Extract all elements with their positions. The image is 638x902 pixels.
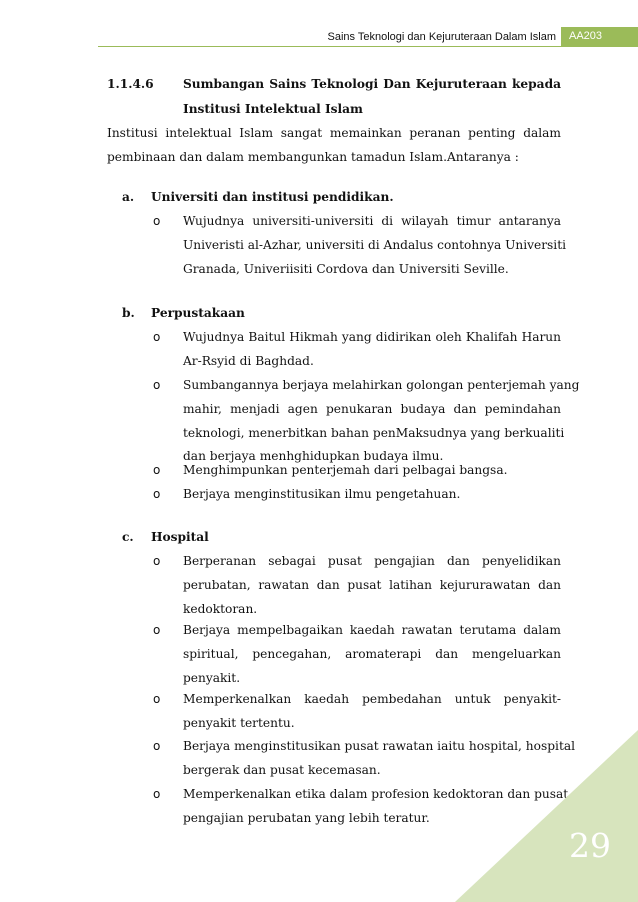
section-title-line2: Institusi Intelektual Islam (183, 102, 363, 116)
bullet-text-line: Ar-Rsyid di Baghdad. (183, 353, 314, 368)
header-title: Sains Teknologi dan Kejuruteraan Dalam Islam (327, 31, 556, 43)
bullet-icon: o (153, 623, 161, 637)
bullet-text-line: Wujudnya Baitul Hikmah yang didirikan oleh Khalifah Harun (183, 330, 561, 344)
bullet-text-line: Menghimpunkan penterjemah dari pelbagai bangsa. (183, 463, 508, 477)
bullet-text-line: Sumbangannya berjaya melahirkan golongan penterjemah yang (183, 378, 580, 392)
header-rule (98, 46, 638, 47)
bullet-text-line: Berjaya mempelbagaikan kaedah rawatan terutama dalam (183, 623, 561, 637)
bullet-text-line: Memperkenalkan kaedah pembedahan untuk penyakit- (183, 692, 561, 706)
bullet-icon: o (153, 554, 161, 568)
bullet-icon: o (153, 330, 161, 344)
page-number: 29 (569, 826, 611, 865)
bullet-text-line: mahir, menjadi agen penukaran budaya dan pemindahan (183, 401, 561, 416)
bullet-text-line: Berjaya menginstitusikan ilmu pengetahuan. (183, 487, 461, 501)
bullet-text-line: Berperanan sebagai pusat pengajian dan penyelidikan (183, 554, 561, 568)
bullet-text-line: pengajian perubatan yang lebih teratur. (183, 810, 430, 825)
item-heading: Universiti dan institusi pendidikan. (151, 190, 394, 204)
bullet-text-line: Granada, Univeriisiti Cordova dan Universiti Seville. (183, 261, 509, 276)
bullet-text-line: dan berjaya menhghidupkan budaya ilmu. (183, 449, 444, 464)
header-badge: AA203 (561, 27, 638, 46)
item-letter: a. (122, 190, 135, 204)
bullet-icon: o (153, 692, 161, 706)
bullet-icon: o (153, 214, 161, 228)
bullet-text-line: kedoktoran. (183, 601, 258, 616)
bullet-text-line: Univeristi al-Azhar, universiti di Andalus contohnya Universiti (183, 237, 566, 252)
item-heading: Perpustakaan (151, 306, 245, 320)
bullet-text-line: Berjaya menginstitusikan pusat rawatan iaitu hospital, hospital (183, 739, 576, 753)
bullet-text-line: Memperkenalkan etika dalam profesion kedoktoran dan pusat (183, 787, 569, 801)
bullet-text-line: penyakit tertentu. (183, 715, 295, 730)
bullet-text-line: perubatan, rawatan dan pusat latihan kejururawatan dan (183, 577, 561, 592)
bullet-icon: o (153, 378, 161, 392)
bullet-text-line: penyakit. (183, 670, 241, 685)
corner-decoration (455, 730, 638, 902)
bullet-text-line: teknologi, menerbitkan bahan penMaksudnya yang berkualiti (183, 425, 565, 440)
bullet-icon: o (153, 487, 161, 501)
bullet-text-line: bergerak dan pusat kecemasan. (183, 762, 381, 777)
bullet-icon: o (153, 787, 161, 801)
section-number: 1.1.4.6 (107, 77, 154, 91)
bullet-text-line: Wujudnya universiti-universiti di wilayah timur antaranya (183, 214, 561, 228)
item-letter: b. (122, 306, 135, 320)
section-title-line1: Sumbangan Sains Teknologi Dan Kejuruteraan kepada (183, 77, 561, 91)
intro-line1: Institusi intelektual Islam sangat memainkan peranan penting dalam (107, 126, 561, 140)
item-letter: c. (122, 530, 134, 544)
bullet-icon: o (153, 739, 161, 753)
intro-line2: pembinaan dan dalam membangunkan tamadun Islam.Antaranya : (107, 150, 519, 164)
bullet-icon: o (153, 463, 161, 477)
bullet-text-line: spiritual, pencegahan, aromaterapi dan mengeluarkan (183, 646, 561, 661)
item-heading: Hospital (151, 530, 209, 544)
